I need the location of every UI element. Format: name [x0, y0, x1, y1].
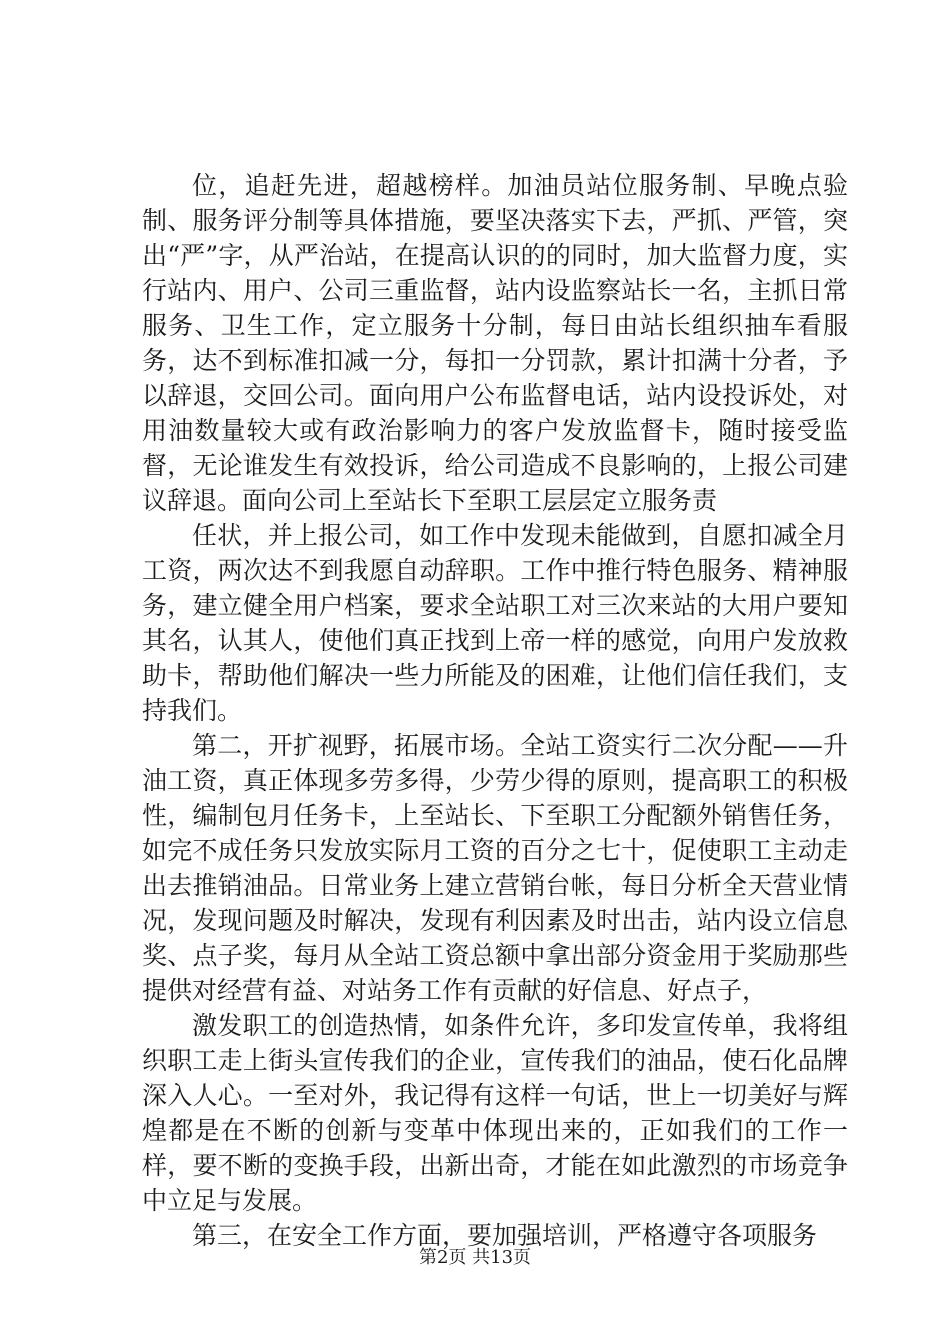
- paragraph-4: 激发职工的创造热情，如条件允许，多印发宣传单，我将组织职工走上街头宣传我们的企业，宣传我们的油品，使石化品牌深入人心。一至对外，我记得有这样一句话，世上一切美好与辉煌都是在不断的创新与变革中体现出来的，正如我们的工作一样，要不断的变换手段，出新出奇，才能在如此激烈的市场竞争中立足与发展。: [142, 1011, 848, 1215]
- paragraph-1: 位，追赶先进，超越榜样。加油员站位服务制、早晚点验制、服务评分制等具体措施，要坚决落实下去，严抓、严管，突出“严”字，从严治站，在提高认识的的同时，加大监督力度，实行站内、用户、公司三重监督，站内设监察站长一名，主抓日常服务、卫生工作，定立服务十分制，每日由站长组织抽车看服务，达不到标准扣减一分，每扣一分罚款，累计扣满十分者，予以辞退，交回公司。面向用户公布监督电话，站内设投诉处，对用油数量较大或有政治影响力的客户发放监督卡，随时接受监督，无论谁发生有效投诉，给公司造成不良影响的，上报公司建议辞退。面向公司上至站长下至职工层层定立服务责: [142, 171, 848, 515]
- page-footer: 第2页 共13页: [418, 1247, 532, 1268]
- paragraph-2: 任状，并上报公司，如工作中发现未能做到，自愿扣减全月工资，两次达不到我愿自动辞职。工作中推行特色服务、精神服务，建立健全用户档案，要求全站职工对三次来站的大用户要知其名，认其人，使他们真正找到上帝一样的感觉，向用户发放救助卡，帮助他们解决一些力所能及的困难，让他们信任我们，支持我们。: [142, 521, 848, 725]
- paragraph-5: 第三，在安全工作方面，要加强培训，严格遵守各项服务: [192, 1221, 818, 1250]
- paragraph-3: 第二，开扩视野，拓展市场。全站工资实行二次分配——升油工资，真正体现多劳多得，少劳少得的原则，提高职工的积极性，编制包月任务卡，上至站长、下至职工分配额外销售任务，如完不成任务只发放实际月工资的百分之七十，促使职工主动走出去推销油品。日常业务上建立营销台帐，每日分析全天营业情况，发现问题及时解决，发现有利因素及时出击，站内设立信息奖、点子奖，每月从全站工资总额中拿出部分资金用于奖励那些提供对经营有益、对站务工作有贡献的好信息、好点子，: [142, 731, 848, 1005]
- document-body: [142, 168, 848, 1253]
